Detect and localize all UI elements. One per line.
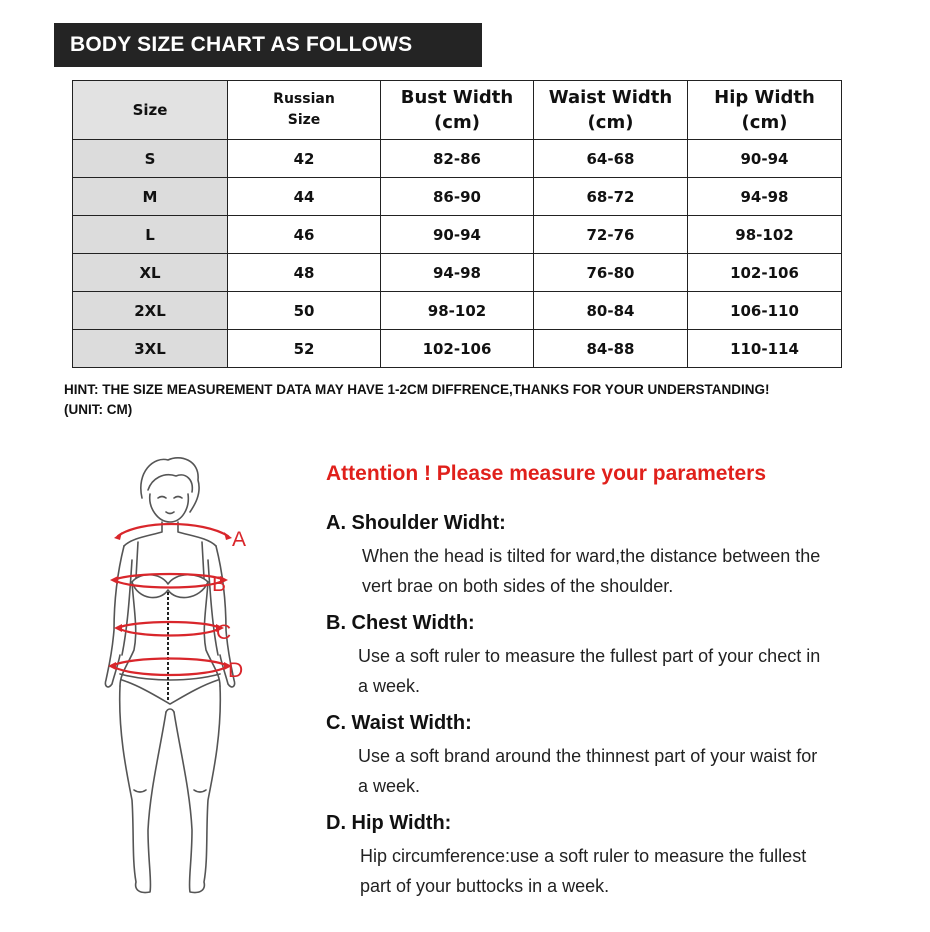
hint-unit: (UNIT: CM) [64, 402, 133, 417]
body-measurement-figure-icon [90, 450, 270, 910]
cell-bust: 90-94 [381, 216, 534, 254]
table-row [73, 292, 842, 330]
cell-size: S [73, 140, 228, 178]
figure-label-c: C [216, 621, 232, 644]
cell-hip: 90-94 [688, 140, 842, 178]
cell-bust: 94-98 [381, 254, 534, 292]
cell-russian: 44 [228, 178, 381, 216]
section-shoulder-width [326, 512, 886, 601]
hint-line: HINT: THE SIZE MEASUREMENT DATA MAY HAVE 1-2CM DIFFRENCE,THANKS FOR YOUR UNDERSTANDING! [64, 382, 770, 397]
table-row [73, 254, 842, 292]
cell-russian: 46 [228, 216, 381, 254]
cell-hip: 94-98 [688, 178, 842, 216]
section-chest-width [326, 612, 886, 701]
section-hip-width [326, 812, 886, 901]
figure-label-b: B [212, 573, 227, 596]
section-description: Use a soft ruler to measure the fullest part of your chect in a week. [358, 646, 821, 696]
cell-waist: 72-76 [534, 216, 688, 254]
cell-size: XL [73, 254, 228, 292]
header-waist-width: Waist Width (cm) [534, 81, 688, 140]
cell-hip: 98-102 [688, 216, 842, 254]
cell-bust: 102-106 [381, 330, 534, 368]
cell-russian: 48 [228, 254, 381, 292]
cell-waist: 64-68 [534, 140, 688, 178]
measurement-hint [64, 380, 894, 420]
cell-hip: 102-106 [688, 254, 842, 292]
section-waist-width [326, 712, 886, 801]
header-bust-width: Bust Width (cm) [381, 81, 534, 140]
section-description: Use a soft brand around the thinnest part of your waist for a week. [358, 746, 818, 796]
cell-waist: 68-72 [534, 178, 688, 216]
section-description: Hip circumference:use a soft ruler to measure the fullest part of your buttocks in a week. [360, 846, 807, 896]
figure-label-d: D [228, 659, 244, 682]
cell-size: 2XL [73, 292, 228, 330]
cell-waist: 84-88 [534, 330, 688, 368]
cell-waist: 80-84 [534, 292, 688, 330]
cell-hip: 106-110 [688, 292, 842, 330]
cell-size: M [73, 178, 228, 216]
cell-size: L [73, 216, 228, 254]
section-title: B. Chest Width: [326, 612, 475, 634]
page-title: BODY SIZE CHART AS FOLLOWS [54, 23, 482, 67]
table-row [73, 216, 842, 254]
table-row [73, 140, 842, 178]
cell-size: 3XL [73, 330, 228, 368]
table-row [73, 178, 842, 216]
cell-russian: 50 [228, 292, 381, 330]
section-title: C. Waist Width: [326, 712, 472, 734]
figure-label-a: A [232, 528, 247, 551]
header-size: Size [73, 81, 228, 140]
section-description: When the head is tilted for ward,the distance between the vert brae on both sides of the shoulder. [362, 546, 821, 596]
table-row [73, 330, 842, 368]
table-header-row [73, 81, 842, 140]
cell-russian: 42 [228, 140, 381, 178]
size-chart-table [72, 80, 842, 368]
header-russian-size: Russian Size [228, 81, 381, 140]
section-title: A. Shoulder Widht: [326, 512, 506, 534]
cell-waist: 76-80 [534, 254, 688, 292]
cell-bust: 82-86 [381, 140, 534, 178]
cell-bust: 86-90 [381, 178, 534, 216]
attention-heading: Attention ! Please measure your parameters [326, 462, 766, 485]
cell-hip: 110-114 [688, 330, 842, 368]
cell-russian: 52 [228, 330, 381, 368]
cell-bust: 98-102 [381, 292, 534, 330]
section-title: D. Hip Width: [326, 812, 452, 834]
header-hip-width: Hip Width (cm) [688, 81, 842, 140]
